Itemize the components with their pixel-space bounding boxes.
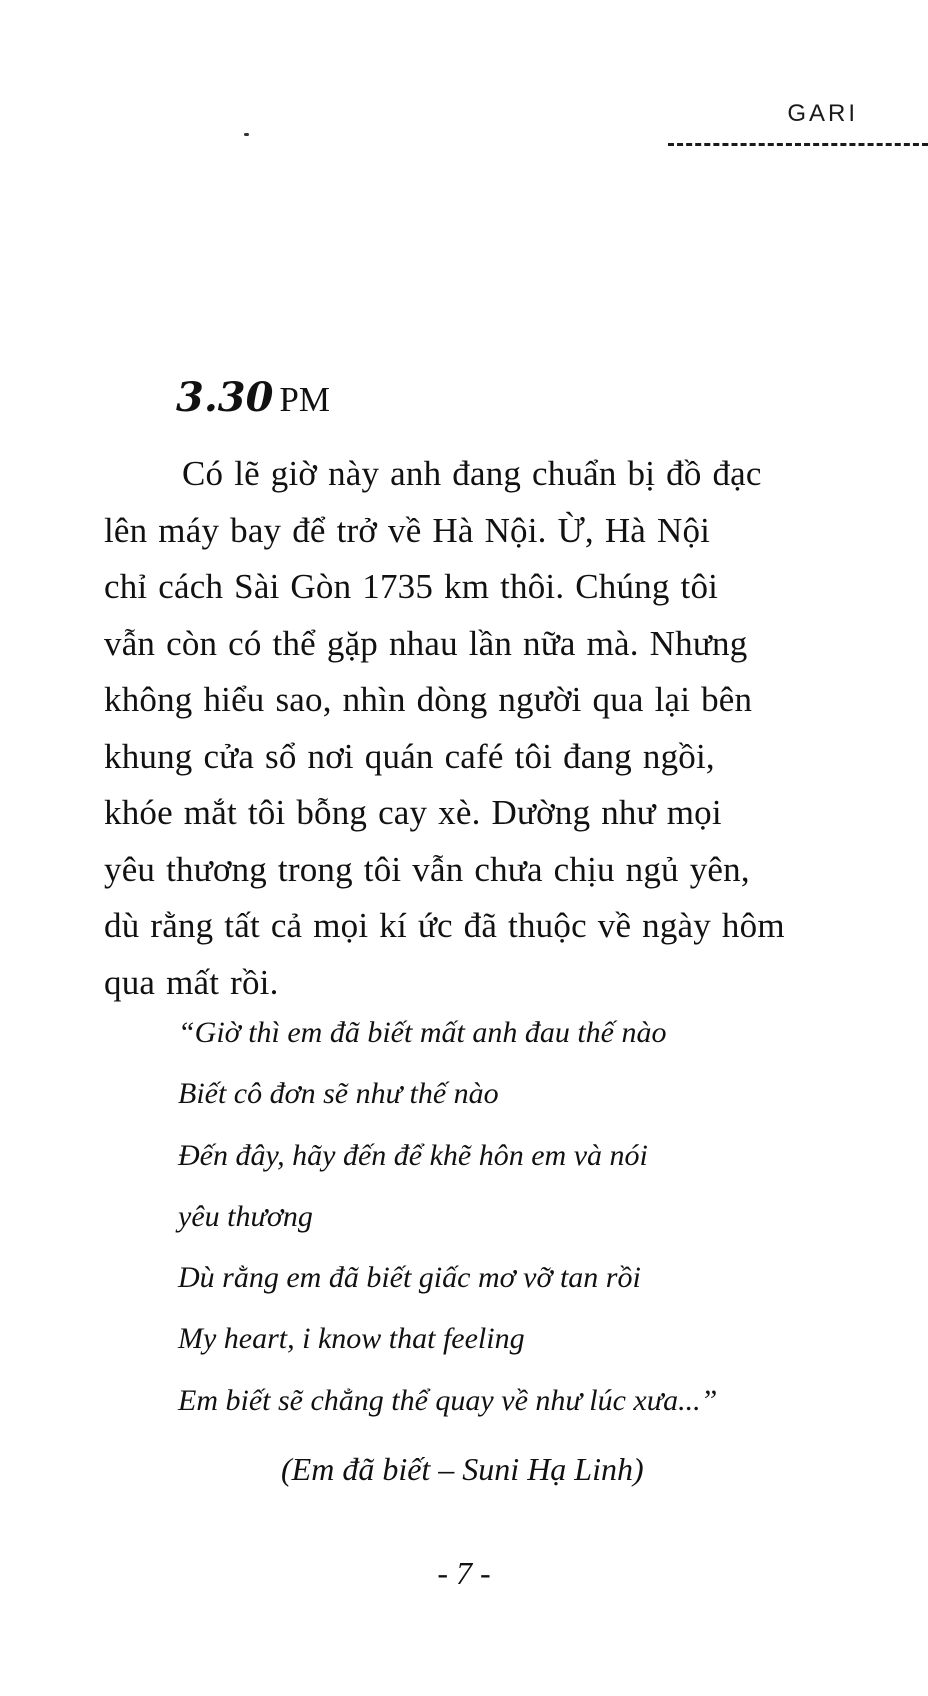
lyric-line: Đến đây, hãy đến để khẽ hôn em và nói xyxy=(178,1138,648,1172)
paragraph-line: dù rằng tất cả mọi kí ức đã thuộc về ngày hôm xyxy=(104,906,785,945)
lyric-line: “Giờ thì em đã biết mất anh đau thế nào xyxy=(178,1016,667,1049)
lyric-line: Dù rằng em đã biết giấc mơ vỡ tan rồi xyxy=(178,1261,641,1295)
scan-speck xyxy=(244,133,249,136)
lyric-line: Biết cô đơn sẽ như thế nào xyxy=(178,1077,499,1111)
body-paragraph xyxy=(104,446,790,1011)
running-head-title: GARI xyxy=(787,100,858,127)
section-time-heading xyxy=(176,375,330,423)
paragraph-line: vẫn còn có thể gặp nhau lần nữa mà. Nhưng xyxy=(104,623,748,663)
paragraph-line: yêu thương trong tôi vẫn chưa chịu ngủ yên, xyxy=(104,849,750,889)
header-dashed-rule xyxy=(668,143,928,146)
lyrics-citation: (Em đã biết – Suni Hạ Linh) xyxy=(281,1451,644,1487)
paragraph-line: khung cửa sổ nơi quán café tôi đang ngồi, xyxy=(104,736,715,776)
time-number: 3.30 xyxy=(176,374,274,421)
paragraph-line: không hiểu sao, nhìn dòng người qua lại bên xyxy=(104,680,753,719)
time-suffix: PM xyxy=(279,380,331,419)
paragraph-line: khóe mắt tôi bỗng cay xè. Dường như mọi xyxy=(104,793,722,832)
lyric-line: My heart, i know that feeling xyxy=(178,1322,525,1356)
paragraph-line: qua mất rồi. xyxy=(104,962,279,1002)
paragraph-line: Có lẽ giờ này anh đang chuẩn bị đồ đạc xyxy=(182,454,762,493)
lyric-line: yêu thương xyxy=(178,1199,313,1233)
paragraph-line: chỉ cách Sài Gòn 1735 km thôi. Chúng tôi xyxy=(104,567,719,606)
page-number: - 7 - xyxy=(437,1555,491,1591)
paragraph-line: lên máy bay để trở về Hà Nội. Ừ, Hà Nội xyxy=(104,510,711,550)
lyric-line: Em biết sẽ chẳng thể quay về như lúc xưa...” xyxy=(178,1383,718,1417)
song-lyrics xyxy=(178,1002,798,1431)
